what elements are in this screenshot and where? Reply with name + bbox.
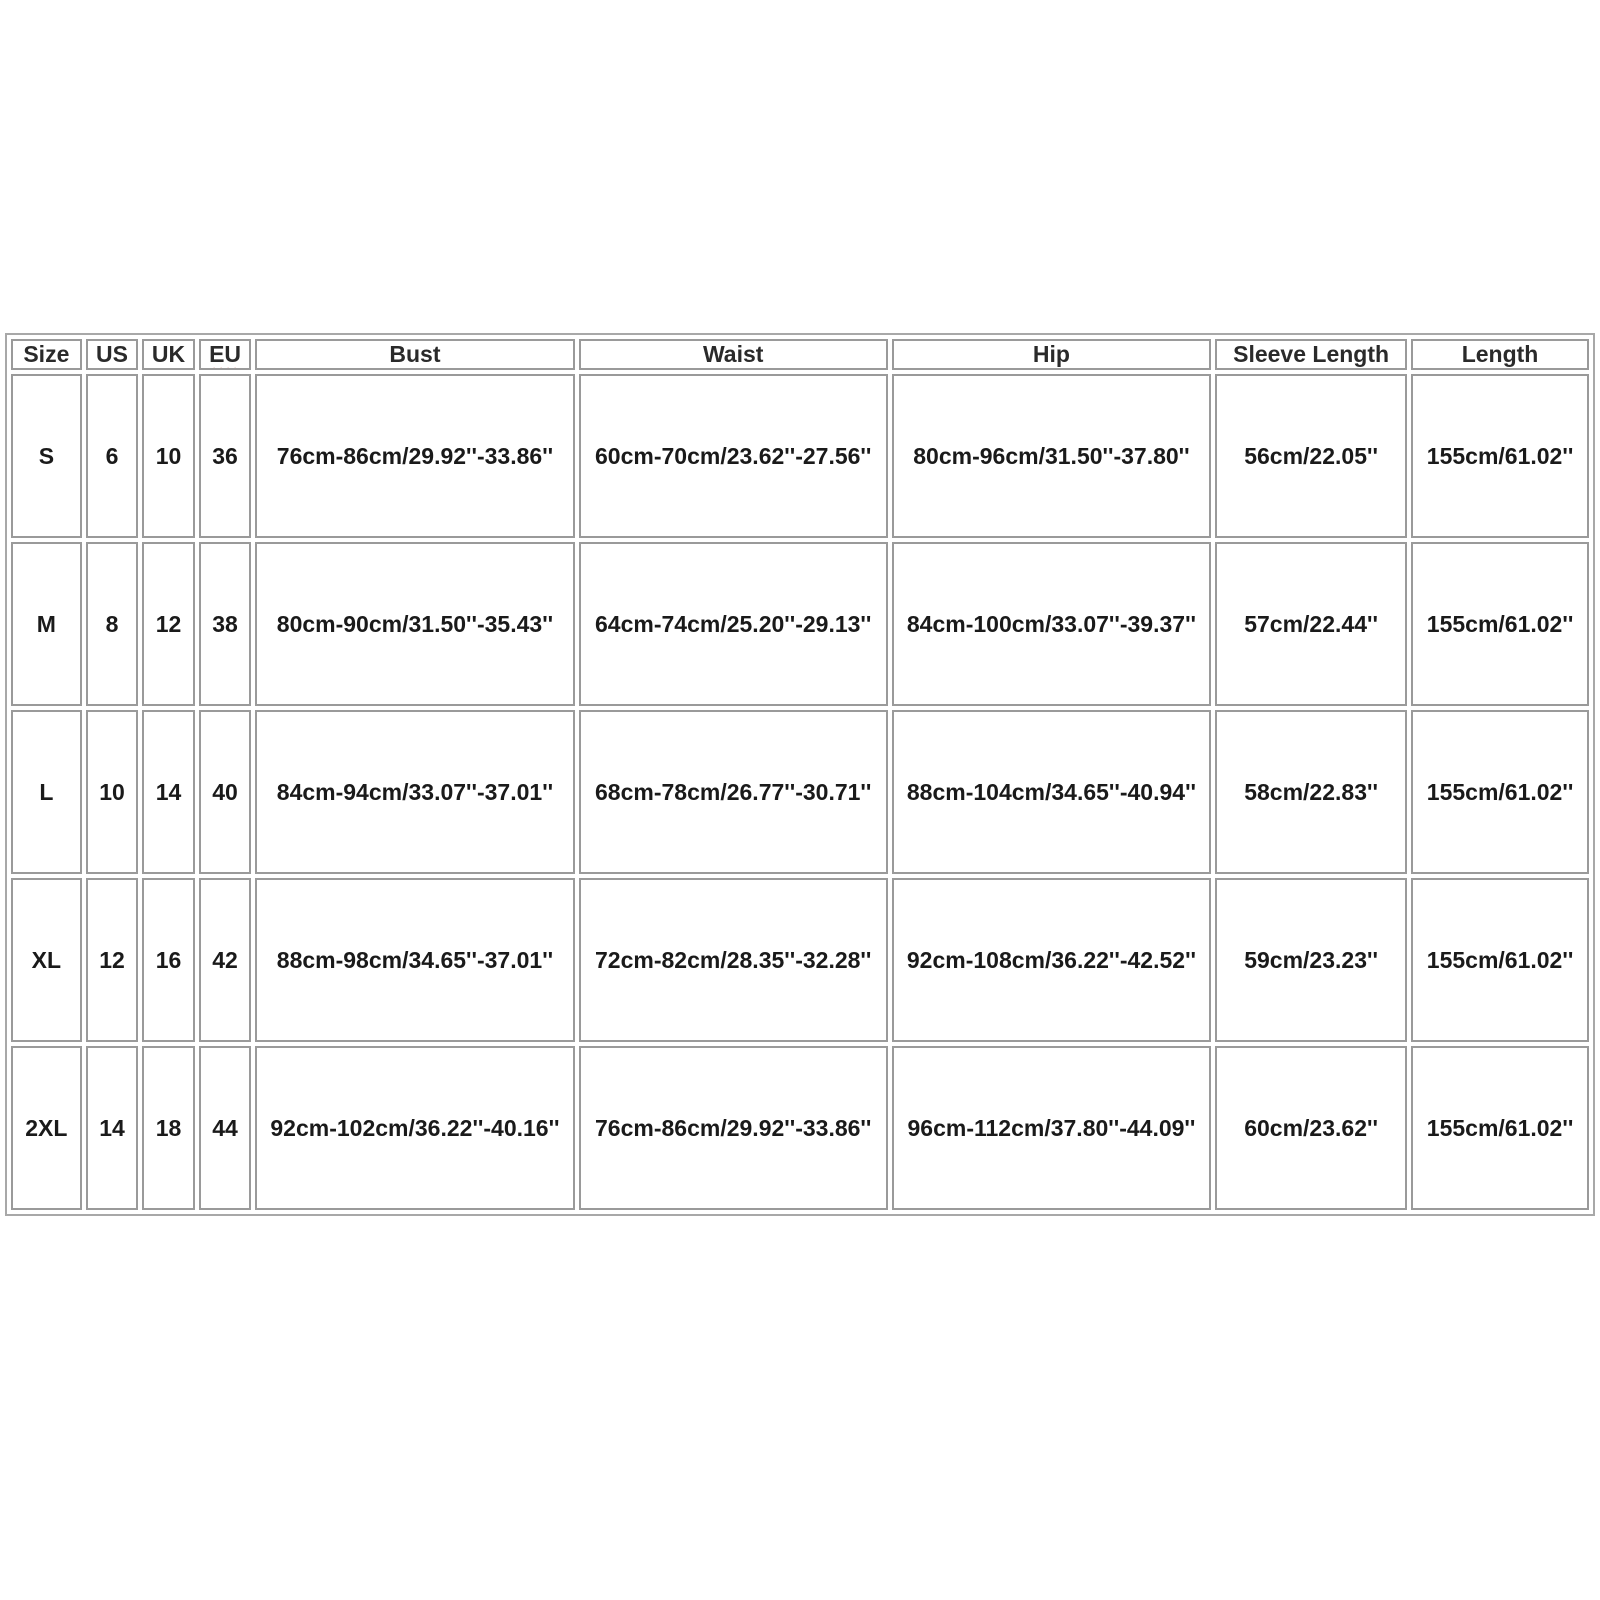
cell-sleeve-length: 59cm/23.23'' [1215, 878, 1407, 1042]
cell-sleeve-length: 58cm/22.83'' [1215, 710, 1407, 874]
size-chart-header [11, 339, 1589, 370]
cell-size: 2XL [11, 1046, 82, 1210]
cell-bust: 80cm-90cm/31.50''-35.43'' [255, 542, 574, 706]
cell-length: 155cm/61.02'' [1411, 710, 1589, 874]
table-row [11, 374, 1589, 538]
table-row [11, 710, 1589, 874]
cell-sleeve-length: 57cm/22.44'' [1215, 542, 1407, 706]
cell-bust: 76cm-86cm/29.92''-33.86'' [255, 374, 574, 538]
cell-us: 6 [86, 374, 139, 538]
header-eu [199, 339, 252, 370]
cell-eu: 44 [199, 1046, 252, 1210]
cell-us: 10 [86, 710, 139, 874]
cell-sleeve-length: 60cm/23.62'' [1215, 1046, 1407, 1210]
header-size: Size [11, 339, 82, 370]
table-row [11, 878, 1589, 1042]
cell-hip: 92cm-108cm/36.22''-42.52'' [892, 878, 1211, 1042]
cell-eu: 42 [199, 878, 252, 1042]
size-chart-body [11, 374, 1589, 1210]
cell-size: L [11, 710, 82, 874]
cell-waist: 68cm-78cm/26.77''-30.71'' [579, 710, 888, 874]
cell-length: 155cm/61.02'' [1411, 542, 1589, 706]
header-row [11, 339, 1589, 370]
table-row [11, 542, 1589, 706]
cell-hip: 88cm-104cm/34.65''-40.94'' [892, 710, 1211, 874]
cell-length: 155cm/61.02'' [1411, 1046, 1589, 1210]
cell-uk: 14 [142, 710, 195, 874]
header-hip: Hip [892, 339, 1211, 370]
cell-size: S [11, 374, 82, 538]
header-us: US [86, 339, 139, 370]
table-row [11, 1046, 1589, 1210]
cell-eu: 38 [199, 542, 252, 706]
cell-eu: 36 [199, 374, 252, 538]
header-waist: Waist [579, 339, 888, 370]
header-eu-label: EU [209, 341, 242, 367]
cell-waist: 60cm-70cm/23.62''-27.56'' [579, 374, 888, 538]
cell-uk: 18 [142, 1046, 195, 1210]
header-uk: UK [142, 339, 195, 370]
cell-size: M [11, 542, 82, 706]
header-length: Length [1411, 339, 1589, 370]
cell-uk: 10 [142, 374, 195, 538]
size-chart-table [5, 333, 1595, 1216]
cell-hip: 80cm-96cm/31.50''-37.80'' [892, 374, 1211, 538]
header-bust: Bust [255, 339, 574, 370]
cell-waist: 76cm-86cm/29.92''-33.86'' [579, 1046, 888, 1210]
header-sleeve-length: Sleeve Length [1215, 339, 1407, 370]
cell-us: 8 [86, 542, 139, 706]
cell-sleeve-length: 56cm/22.05'' [1215, 374, 1407, 538]
cell-hip: 84cm-100cm/33.07''-39.37'' [892, 542, 1211, 706]
cell-waist: 64cm-74cm/25.20''-29.13'' [579, 542, 888, 706]
cell-uk: 12 [142, 542, 195, 706]
cell-eu: 40 [199, 710, 252, 874]
cell-length: 155cm/61.02'' [1411, 374, 1589, 538]
cell-bust: 84cm-94cm/33.07''-37.01'' [255, 710, 574, 874]
cell-bust: 88cm-98cm/34.65''-37.01'' [255, 878, 574, 1042]
cell-bust: 92cm-102cm/36.22''-40.16'' [255, 1046, 574, 1210]
cell-hip: 96cm-112cm/37.80''-44.09'' [892, 1046, 1211, 1210]
cell-waist: 72cm-82cm/28.35''-32.28'' [579, 878, 888, 1042]
cell-length: 155cm/61.02'' [1411, 878, 1589, 1042]
cell-uk: 16 [142, 878, 195, 1042]
cell-us: 14 [86, 1046, 139, 1210]
cell-us: 12 [86, 878, 139, 1042]
cell-size: XL [11, 878, 82, 1042]
